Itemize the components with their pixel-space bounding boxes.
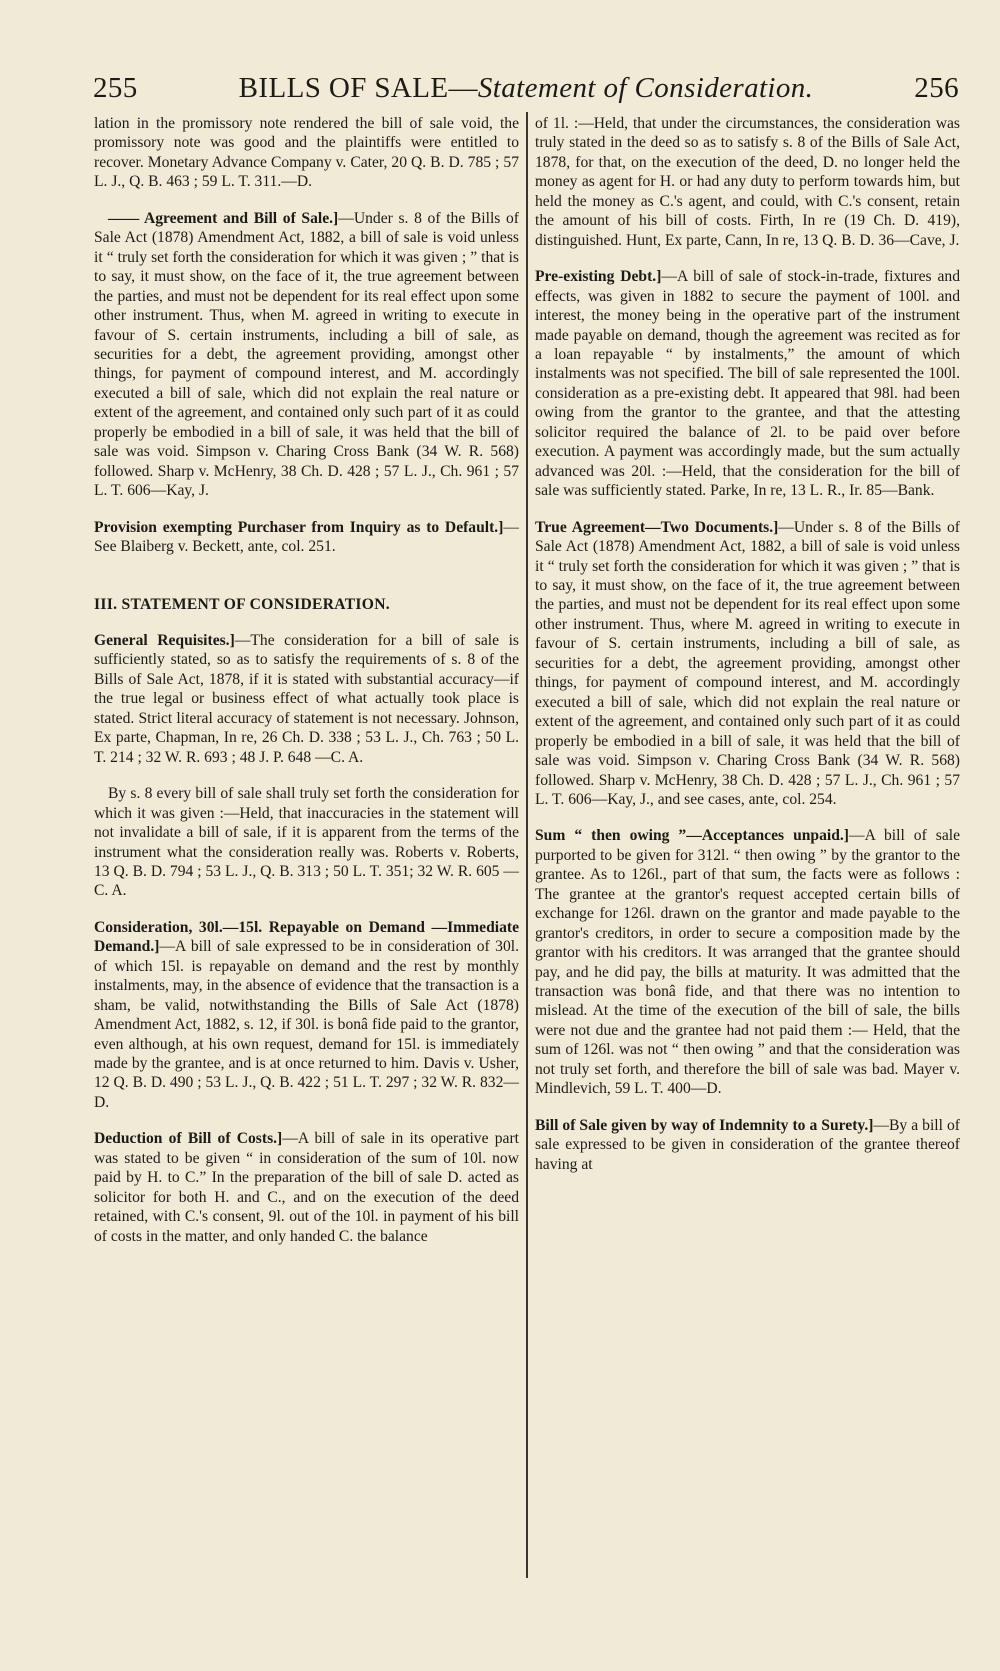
left-paragraph-general: [94, 631, 519, 767]
entry-body: —A bill of sale purported to be given for 312l. “ then owing ” by the grantor to the grantee. As to 126l., part of that sum, the facts were as follows : The grantee at the grantor's request accepted certain bills of exchange for 126l. drawn on the grantor and made payable to the grantor's creditors, in order to secure a composition made by the grantor with his creditors. It was arranged that the grantee should pay, and he did pay, the bills at maturity. It was admitted that the transaction was bonâ fide, and that there was no intention to mislead. At the time of the execution of the bill of sale, the bills were not due and the grantee had not paid them :— Held, that the sum of 126l. was not “ then owing ” and that the consideration was not truly set forth, and therefore the bill of sale was bad. Mayer v. Mindlevich, 59 L. T. 400—D.: [535, 827, 961, 1098]
entry-heading: General Requisites.]: [94, 631, 235, 649]
left-paragraph-1: lation in the promissory note rendered the bill of sale void, the promissory note was good and the plaintiffs were entitled to recover. Monetary Advance Company v. Cater, 20 Q. B. D. 785 ; 57 L. J., Q. B. 463 ; 59 L. T. 311.—D.: [94, 115, 519, 191]
entry-heading: True Agreement—Two Documents.]: [535, 518, 779, 536]
left-paragraph-provision: [94, 518, 519, 557]
left-paragraph-agreement: [94, 209, 519, 501]
column-divider: [526, 112, 528, 1578]
entry-heading: Pre-existing Debt.]: [535, 268, 662, 286]
entry-heading: Sum “ then owing ”—Acceptances unpaid.]: [535, 827, 849, 845]
left-paragraph-consideration: [94, 918, 519, 1113]
running-header: [93, 64, 959, 108]
entry-body: —A bill of sale expressed to be in consideration of 30l. of which 15l. is repayable on demand and the rest by monthly instalments, may, in the absence of evidence that the transaction is a sham, be valid, notwithstanding the Bills of Sale Act (1878) Amendment Act, 1882, s. 12, if 30l. is bonâ fide paid to the grantor, even although, at his own request, demand for 15l. is immediately made by the grantee, and is at once returned to him. Davis v. Usher, 12 Q. B. D. 490 ; 53 L. J., Q. B. 422 ; 51 L. T. 297 ; 32 W. R. 832—D.: [94, 938, 519, 1111]
running-title-italic: Statement of Consideration.: [477, 72, 814, 104]
entry-body: —A bill of sale in its operative part was stated to be given “ in consideration of the sum of 10l. now paid by H. to C.” In the preparation of the bill of sale D. acted as solicitor for both H. and C., and on the execution of the deed retained, with C.'s consent, 9l. out of the 10l. in payment of his bill of costs in the matter, and only handed C. the balance: [94, 1130, 519, 1245]
entry-body: —By a bill of sale expressed to be given in consideration of the grantee thereof having at: [535, 1116, 960, 1173]
entry-heading: Bill of Sale given by way of Indemnity to a Surety.]: [535, 1116, 874, 1134]
running-title-main: BILLS OF SALE—: [238, 72, 478, 104]
entry-heading: Provision exempting Purchaser from Inquiry as to Default.]: [94, 518, 504, 536]
left-paragraph-costs: [94, 1129, 519, 1246]
right-paragraph-indemnity: [535, 1116, 960, 1174]
entry-body: —Under s. 8 of the Bills of Sale Act (1878) Amendment Act, 1882, a bill of sale is void unless it “ truly set forth the consideration for which it was given ; ” that is to say, it must show, on the face of it, the true agreement between the parties, and must not be dependent for its real effect upon some other instrument. Thus, when M. agreed in writing to execute in favour of S. certain instruments, including a bill of sale, as securities for a debt, the agreement providing, amongst other things, for payment of compound interest, and M. accordingly executed a bill of sale, which did not explain the real nature or extent of the agreement, and contained only such part of it as could properly be embodied in a bill of sale, it was held that the bill of sale was void. Simpson v. Charing Cross Bank (34 W. R. 568) followed. Sharp v. McHenry, 38 Ch. D. 428 ; 57 L. J., Ch. 961 ; 57 L. T. 606—Kay, J.: [94, 209, 520, 500]
right-paragraph-preexisting: [535, 267, 960, 500]
entry-body: —Under s. 8 of the Bills of Sale Act (1878) Amendment Act, 1882, a bill of sale is void unless it “ truly set forth the consideration for which it was given ; ” that is to say, it must show, on the face of it, the true agreement between the parties, and must not be dependent for its real effect upon some other instrument. Thus, where M. agreed in writing to execute in favour of S. certain instruments, including a bill of sale, as securities for a debt, the agreement providing, amongst other things, for payment of compound interest, and M. accordingly executed a bill of sale, which did not explain the real nature or extent of the agreement, and contained only such part of it as could properly be embodied in a bill of sale, it was held that the bill of sale was void. Simpson v. Charing Cross Bank (34 W. R. 568) followed. Sharp v. McHenry, 38 Ch. D. 428 ; 57 L. J., Ch. 961 ; 57 L. T. 606—Kay, J., and see cases, ante, col. 254.: [535, 518, 961, 808]
right-paragraph-true-agreement: [535, 518, 960, 810]
left-paragraph-s8: By s. 8 every bill of sale shall truly set forth the consideration for which it was given :—Held, that inaccuracies in the statement will not invalidate a bill of sale, if it is apparent from the terms of the instrument what the consideration really was. Roberts v. Roberts, 13 Q. B. D. 794 ; 53 L. J., Q. B. 313 ; 50 L. T. 351; 32 W. R. 605 —C. A.: [94, 785, 519, 900]
entry-body: —See Blaiberg v. Beckett, ante, col. 251.: [94, 518, 519, 556]
right-column: [535, 114, 960, 1191]
page-number-right: 256: [914, 72, 959, 104]
right-paragraph-1: of 1l. :—Held, that under the circumstances, the consideration was truly stated in the deed so as to satisfy s. 8 of the Bills of Sale Act, 1878, for that, on the execution of the deed, D. no longer held the money as agent for H. or had any duty to perform towards him, but held the money as C.'s agent, and could, with C.'s consent, retain the amount of his bill of costs. Firth, In re (19 Ch. D. 419), distinguished. Hunt, Ex parte, Cann, In re, 13 Q. B. D. 36—Cave, J.: [535, 115, 960, 249]
entry-body: —The consideration for a bill of sale is sufficiently stated, so as to satisfy the requirements of s. 8 of the Bills of Sale Act, 1878, if it is stated with substantial accuracy—if the true legal or business effect of what actually took place is stated. Strict literal accuracy of statement is not necessary. Johnson, Ex parte, Chapman, In re, 26 Ch. D. 338 ; 53 L. J., Ch. 763 ; 50 L. T. 214 ; 32 W. R. 693 ; 48 J. P. 648 —C. A.: [94, 631, 519, 766]
right-paragraph-sum-owing: [535, 826, 960, 1098]
left-column: [94, 114, 519, 1263]
section-heading: III. STATEMENT OF CONSIDERATION.: [94, 595, 390, 613]
running-title: [93, 72, 959, 105]
entry-body: —A bill of sale of stock-in-trade, fixtures and effects, was given in 1882 to secure the payment of 100l. and interest, the money being in the operative part of the instrument made payable on demand, though the agreement was recited as for a loan repayable “ by instalments,” the amount of which instalments was not specified. The bill of sale represented the 100l. consideration as a pre-existing debt. It appeared that 98l. had been owing from the grantor to the grantee, and that the attesting solicitor required the balance of 2l. to be paid over before execution. A payment was accordingly made, but the sum actually advanced was 20l. :—Held, that the consideration for the bill of sale was sufficiently stated. Parke, In re, 13 L. R., Ir. 85—Bank.: [535, 268, 960, 500]
entry-heading: Consideration, 30l.—15l. Repayable on Demand —Immediate Demand.]: [94, 918, 519, 956]
page-number-left: 255: [93, 72, 138, 104]
entry-heading: —— Agreement and Bill of Sale.]: [108, 209, 339, 227]
entry-heading: Deduction of Bill of Costs.]: [94, 1130, 283, 1148]
